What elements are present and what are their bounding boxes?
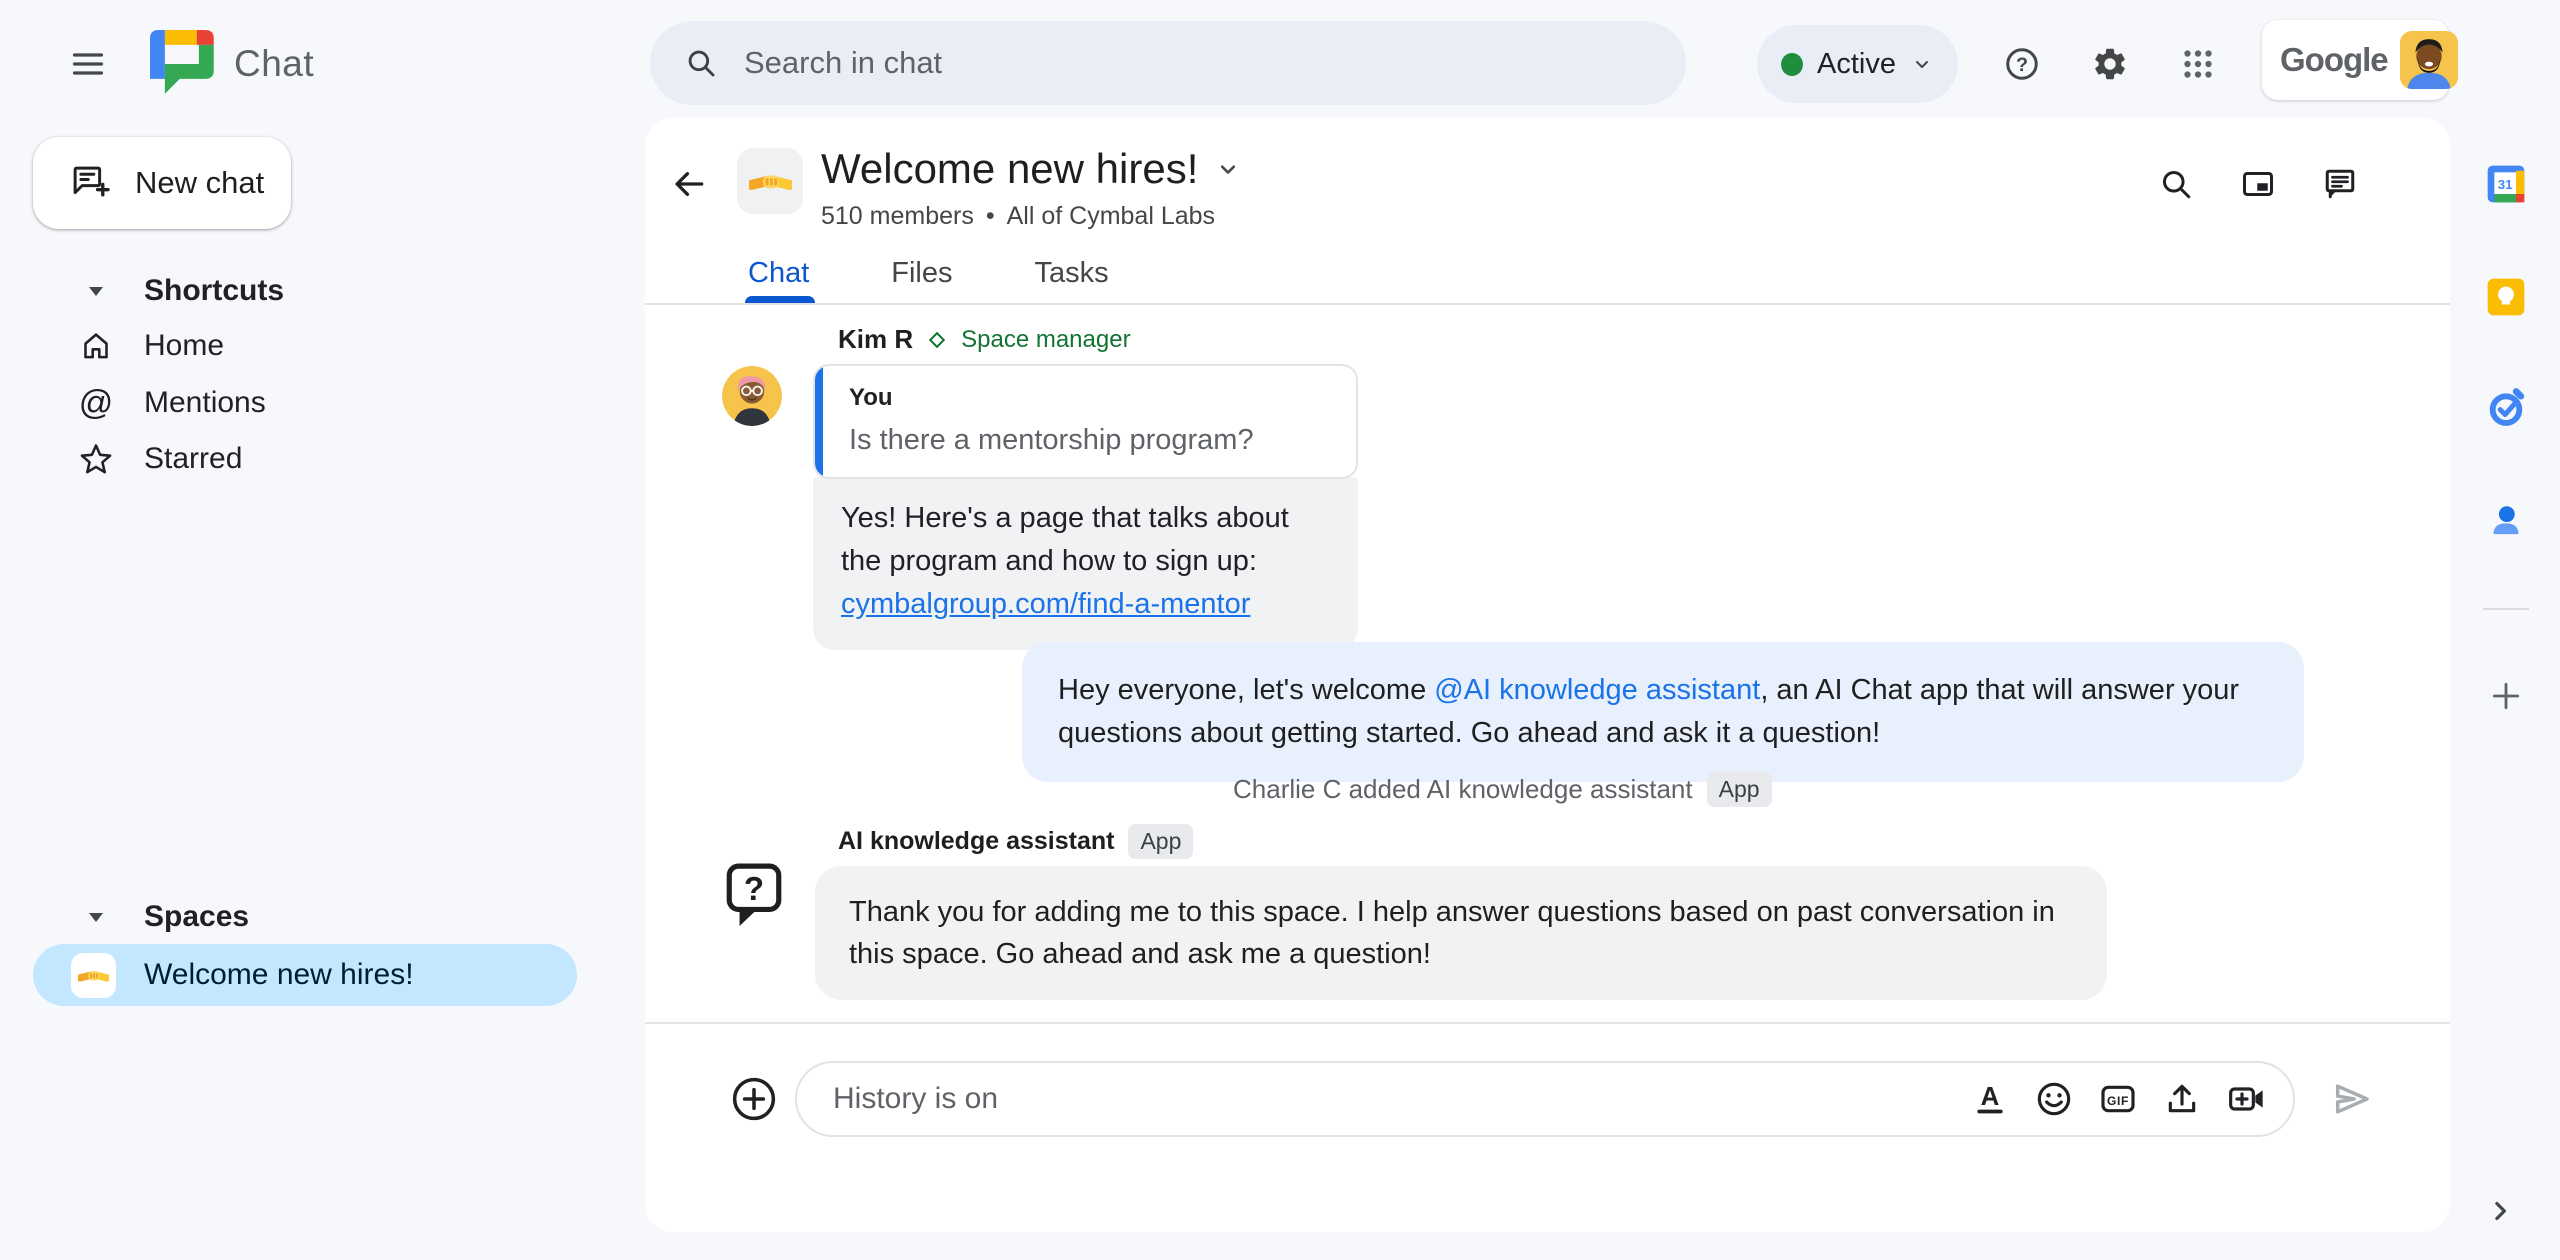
new-chat-button[interactable] (33, 137, 291, 229)
sender-name: AI knowledge assistant (838, 827, 1115, 855)
mentions-at-icon: @ (78, 383, 114, 422)
spaces-section-header[interactable] (70, 889, 590, 945)
space-header-actions (2150, 158, 2366, 210)
status-selector[interactable] (1757, 25, 1958, 103)
space-tabs (748, 244, 1109, 302)
app-badge: App (1128, 824, 1193, 859)
space-panel (645, 118, 2450, 1232)
sidebar-item-label: Starred (144, 442, 243, 475)
rail-divider (2483, 608, 2529, 610)
back-arrow-icon[interactable] (663, 158, 715, 210)
add-attachment-button[interactable] (729, 1074, 779, 1124)
top-bar (0, 0, 2560, 128)
svg-text:?: ? (2015, 53, 2029, 76)
star-icon (70, 441, 122, 477)
message-sender-row (838, 324, 1131, 355)
home-icon (70, 328, 122, 364)
search-input[interactable] (744, 45, 1604, 81)
google-chat-logo-icon (150, 30, 218, 98)
google-account-card (2262, 20, 2449, 100)
avatar[interactable] (2400, 31, 2458, 89)
collapse-triangle-icon (70, 913, 122, 922)
google-wordmark: Google (2280, 41, 2388, 78)
system-event (1233, 772, 1772, 807)
quote-text: Is there a mentorship program? (849, 424, 1254, 456)
space-subtitle (821, 202, 1215, 231)
search-bar[interactable] (650, 21, 1686, 105)
message-bubble (1022, 642, 2304, 782)
space-manager-diamond-icon (927, 330, 947, 350)
send-button[interactable] (2328, 1075, 2376, 1123)
sender-name: Kim R (838, 324, 914, 354)
active-status-dot (1781, 53, 1803, 76)
space-title-menu[interactable] (821, 140, 1242, 198)
settings-gear-icon[interactable] (2084, 38, 2136, 90)
mention-link[interactable]: @AI knowledge assistant (1434, 674, 1761, 706)
header-divider (645, 303, 2450, 305)
svg-text:GIF: GIF (2107, 1094, 2129, 1108)
message-input-container[interactable] (795, 1061, 2295, 1137)
composer-actions (1967, 1076, 2293, 1122)
message-text: , an AI Chat app that will answer your questions about getting started. Go ahead and ask it a question! (1058, 674, 2240, 749)
shortcuts-section-header[interactable] (70, 263, 590, 319)
handshake-emoji-icon (71, 953, 116, 998)
spaces-label: Spaces (144, 900, 250, 933)
org-scope: All of Cymbal Labs (1006, 202, 1216, 230)
google-keep-icon[interactable] (2486, 277, 2526, 317)
apps-grid-icon[interactable] (2172, 38, 2224, 90)
tab-chat[interactable]: Chat (748, 256, 810, 289)
space-name-label: Welcome new hires! (144, 958, 414, 991)
google-calendar-icon[interactable] (2486, 164, 2526, 204)
text-format-icon[interactable] (1967, 1076, 2013, 1122)
quote-accent-bar (815, 366, 823, 477)
svg-text:A: A (1980, 1082, 2000, 1111)
sidebar-item-space-welcome-new-hires[interactable] (33, 944, 577, 1006)
sidebar-item-home[interactable] (70, 318, 590, 374)
quoted-message[interactable] (813, 364, 1358, 479)
message-bubble (815, 866, 2107, 1000)
chevron-right-icon[interactable] (2478, 1189, 2522, 1233)
gif-icon[interactable] (2095, 1076, 2141, 1122)
avatar[interactable] (722, 366, 782, 426)
google-contacts-icon[interactable] (2486, 500, 2526, 540)
message-input[interactable] (833, 1082, 1967, 1116)
active-tab-underline (745, 296, 815, 303)
chevron-down-icon (1214, 155, 1242, 183)
sidebar-item-label: Home (144, 329, 225, 362)
get-add-ons-plus-icon[interactable] (2486, 676, 2526, 716)
new-chat-label: New chat (135, 165, 265, 200)
dot-separator: • (985, 202, 995, 230)
search-in-space-icon[interactable] (2150, 158, 2202, 210)
chevron-down-icon (1910, 52, 1934, 76)
app-title: Chat (234, 43, 315, 84)
google-tasks-icon[interactable] (2486, 388, 2526, 428)
help-icon[interactable] (1996, 38, 2048, 90)
main-menu-icon[interactable] (62, 38, 114, 90)
svg-text:?: ? (743, 870, 765, 908)
message-link[interactable]: cymbalgroup.com/find-a-mentor (841, 588, 1251, 620)
picture-in-picture-icon[interactable] (2232, 158, 2284, 210)
status-label: Active (1817, 47, 1896, 80)
collapse-triangle-icon (70, 287, 122, 296)
sidebar-item-starred[interactable] (70, 431, 590, 487)
message-text: Thank you for adding me to this space. I help answer questions based on past conversation in this space. Go ahead and ask me a question! (849, 896, 2055, 970)
member-count: 510 members (821, 202, 974, 230)
composer-divider (645, 1022, 2450, 1024)
message-text: Yes! Here's a page that talks about the program and how to sign up: (841, 502, 1289, 577)
space-manager-badge: Space manager (961, 325, 1131, 353)
tab-files[interactable]: Files (891, 256, 953, 289)
sidebar-item-label: Mentions (144, 386, 266, 419)
system-event-text: Charlie C added AI knowledge assistant (1233, 774, 1693, 804)
message-sender-row (838, 824, 1193, 859)
video-meeting-icon[interactable] (2223, 1076, 2269, 1122)
page-title: Welcome new hires! (821, 145, 1199, 192)
app-badge: App (1707, 772, 1772, 807)
emoji-icon[interactable] (2031, 1076, 2077, 1122)
quote-author: You (849, 384, 893, 411)
message-bubble (813, 477, 1358, 650)
ai-assistant-avatar[interactable] (725, 862, 783, 928)
sidebar-item-mentions[interactable] (70, 375, 590, 431)
message-with-quote (813, 364, 1358, 650)
message-text: Hey everyone, let's welcome (1058, 674, 1435, 706)
threads-chat-icon[interactable] (2314, 158, 2366, 210)
upload-icon[interactable] (2159, 1076, 2205, 1122)
svg-text:31: 31 (2497, 177, 2513, 192)
tab-tasks[interactable]: Tasks (1034, 256, 1109, 289)
shortcuts-label: Shortcuts (144, 274, 285, 307)
new-chat-icon (69, 162, 111, 204)
space-avatar (737, 148, 803, 214)
search-icon (684, 46, 718, 80)
